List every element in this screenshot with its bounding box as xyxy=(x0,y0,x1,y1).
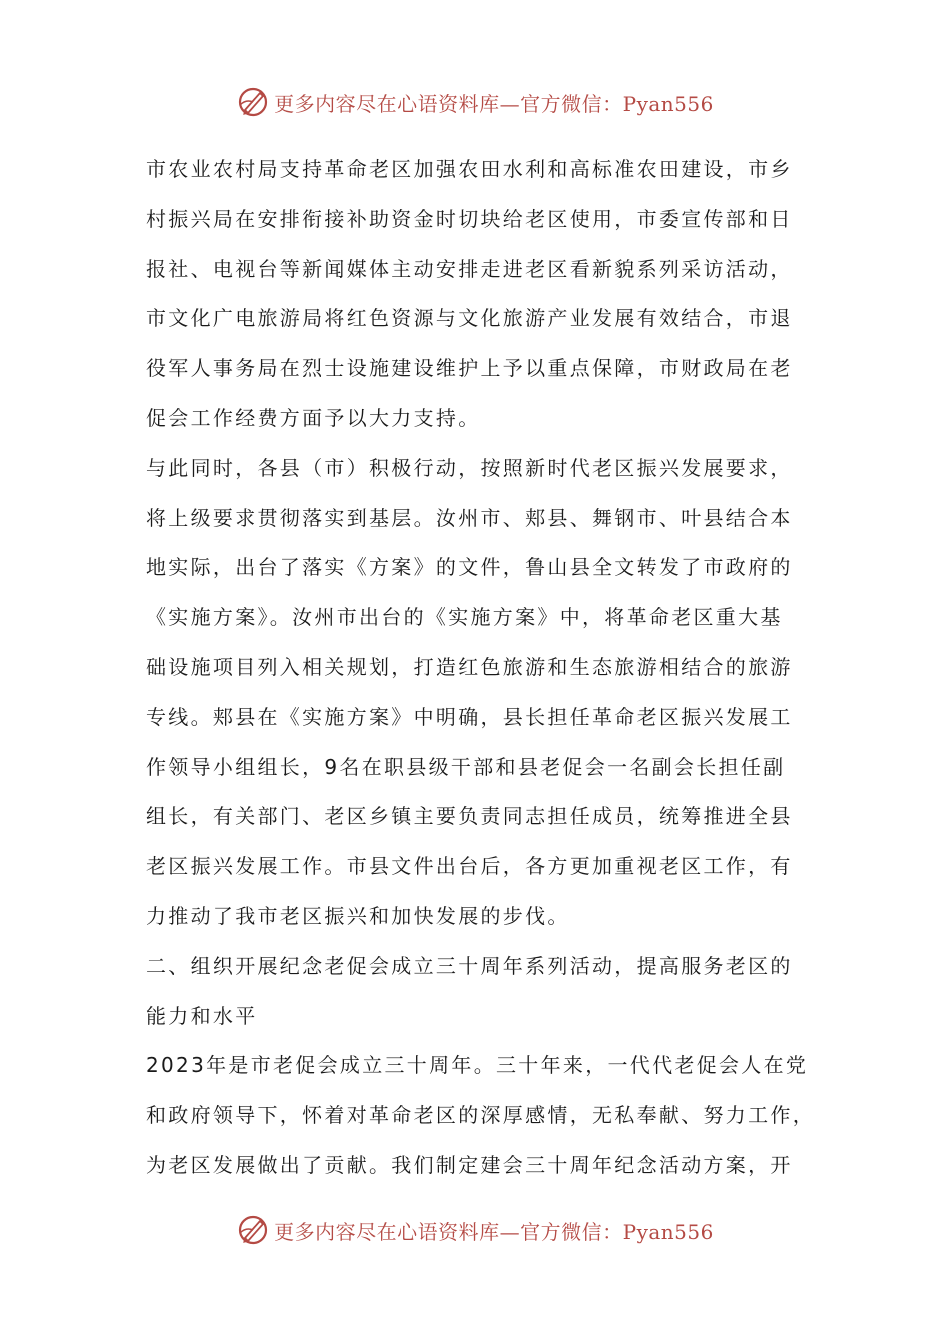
text-line: 市文化广电旅游局将红色资源与文化旅游产业发展有效结合，市退 xyxy=(146,306,793,331)
text-line: 将上级要求贯彻落实到基层。汝州市、郏县、舞钢市、叶县结合本 xyxy=(146,505,793,530)
text-line: 作领导小组组长，9名在职县级干部和县老促会一名副会长担任副 xyxy=(146,754,786,779)
pen-logo-icon xyxy=(236,85,270,119)
section-heading-line: 二、组织开展纪念老促会成立三十周年系列活动，提高服务老区的 xyxy=(146,953,793,978)
text-line: 与此同时，各县（市）积极行动，按照新时代老区振兴发展要求， xyxy=(146,455,793,480)
footer-watermark xyxy=(0,1208,950,1252)
section-heading-line: 能力和水平 xyxy=(146,1003,258,1028)
text-line: 础设施项目列入相关规划，打造红色旅游和生态旅游相结合的旅游 xyxy=(146,654,793,679)
text-line: 报社、电视台等新闻媒体主动安排走进老区看新貌系列采访活动， xyxy=(146,256,793,281)
text-line: 市农业农村局支持革命老区加强农田水利和高标准农田建设，市乡 xyxy=(146,157,793,181)
text-line: 组长，有关部门、老区乡镇主要负责同志担任成员，统筹推进全县 xyxy=(146,804,793,829)
text-line: 老区振兴发展工作。市县文件出台后，各方更加重视老区工作，有 xyxy=(146,854,793,879)
text-line: 力推动了我市老区振兴和加快发展的步伐。 xyxy=(146,903,570,928)
header-watermark xyxy=(0,80,950,124)
pen-logo-icon xyxy=(236,1213,270,1247)
text-line: 为老区发展做出了贡献。我们制定建会三十周年纪念活动方案，开 xyxy=(146,1152,793,1177)
text-line: 地实际，出台了落实《方案》的文件，鲁山县全文转发了市政府的 xyxy=(146,555,793,580)
text-line: 和政府领导下，怀着对革命老区的深厚感情，无私奉献、努力工作， xyxy=(146,1103,815,1128)
text-line: 促会工作经费方面予以大力支持。 xyxy=(146,405,481,430)
text-line: 役军人事务局在烈士设施建设维护上予以重点保障，市财政局在老 xyxy=(146,356,793,381)
text-line: 《实施方案》。汝州市出台的《实施方案》中，将革命老区重大基 xyxy=(146,605,783,630)
text-line: 村振兴局在安排衔接补助资金时切块给老区使用，市委宣传部和日 xyxy=(146,206,793,231)
watermark-text: 更多内容尽在心语资料库—官方微信：Pyan556 xyxy=(274,1219,714,1244)
text-line: 专线。郏县在《实施方案》中明确，县长担任革命老区振兴发展工 xyxy=(146,704,793,729)
watermark-text: 更多内容尽在心语资料库—官方微信：Pyan556 xyxy=(274,91,714,116)
text-line: 2023年是市老促会成立三十周年。三十年来，一代代老促会人在党 xyxy=(146,1053,809,1078)
document-body xyxy=(146,145,815,1191)
